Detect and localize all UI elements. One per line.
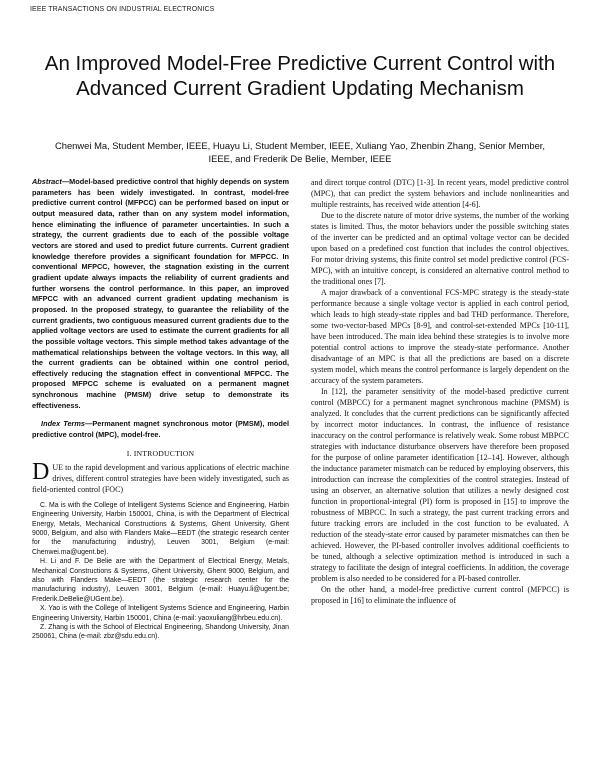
section-heading-introduction: I. INTRODUCTION xyxy=(126,448,195,458)
footnote: Z. Zhang is with the School of Electrical Engineering, Shandong University, Jinan 250061, China (e-mail: zbz@sdu.edu.cn). xyxy=(32,624,289,641)
footnote: X. Yao is with the College of Intelligent Systems Science and Engineering, Harbin Engineering University, Harbin 150001, China (e-mail: yaoxuliang@hrbeu.edu.cn). xyxy=(32,605,289,622)
index-terms xyxy=(32,419,289,440)
body-paragraph: On the other hand, a model-free predictive current control (MFPCC) is proposed in [16] to eliminate the influence of xyxy=(311,585,569,605)
body-paragraph: In [12], the parameter sensitivity of the model-based predictive current control (MBPCC) for a permanent magnet synchronous machine (PMSM) is analyzed. It concludes that the current predictions can be significantly affected by incorrect motor inductances. In contrast, the influence of resistance inaccuracy on the control performance is relatively weak. Some robust MBPCC strategies with inductance disturbance observers have therefore been proposed for the purpose of online parameter identification [12–14]. However, although the inductance parameter mismatch can be reduced by employing observers, this introduction can increase the complexities of the control strategies. Instead of using an observer, an alternative solution that utilizes a newly designed cost function in proportional-integral (PI) form is proposed in [15] to improve the robustness of MBPCC. In such a strategy, the past current tracking errors and future tracking errors are included in the cost function to be evaluated. A reduction of the steady-state error caused by parameter mismatches can then be achieved. However, the PI-based controller involves additional coefficients to be tuned, although a selective optimization method is introduced in such a strategy to facilitate the design of integral coefficients. In addition, the coverage problem is also needed to be considered for a PI-based controller. xyxy=(311,387,569,583)
left-column xyxy=(32,177,289,642)
paper-title: An Improved Model-Free Predictive Current Control with Advanced Current Gradient Updating Mechanism xyxy=(44,52,556,100)
abstract-text: —Model-based predictive control that highly depends on system parameters has been widely investigated. In contrast, model-free predictive current control (MFPCC) can be performed based on input or output measured data, rather than on any system model information, hence eliminating the influence of parameter uncertainties. In such a strategy, the current gradients due to each of the possible voltage vectors are stored and used to predict future currents. Current gradient knowledge therefore provides a significant foundation for MFPCC. In conventional MFPCC, however, the stagnation existing in the current gradient update always impacts the reliability of current gradients and further worsens the control performance. In this paper, an improved MFPCC with an advanced current gradient updating mechanism is proposed. In the proposed strategy, to guarantee the reliability of the current gradients, two contiguous measured current gradients due to the applied voltage vectors are used to estimate the current gradients for all the possible voltage vectors. This simple method takes advantage of the mathematical relationships between the voltage vectors. In this way, all the current gradients can be obtained within one control period, effectively reducing the stagnation effect in conventional MFPCC. The proposed MFPCC scheme is evaluated on a permanent magnet synchronous machine (PMSM) drive setup to demonstrate its effectiveness. xyxy=(32,177,289,410)
index-terms-text: —Permanent magnet synchronous motor (PMSM), model predictive control (MPC), model-free. xyxy=(32,419,289,440)
footnotes xyxy=(32,501,289,642)
abstract xyxy=(32,177,289,411)
abstract-lead: Abstract xyxy=(32,177,62,186)
footnote: C. Ma is with the College of Intelligent Systems Science and Engineering, Harbin Engineering University, Harbin 150001, China, is with the Department of Electrical Energy, Metals, Mechanical Constructions & Systems, Ghent University, Ghent 9000, Belgium, and also with Flanders Make—EEDT (the strategic research center for the manufacturing industry), Leuven 3001, Belgium (e-mail: Chenwei.ma@ugent.be). xyxy=(32,501,289,556)
body-paragraph: Due to the discrete nature of motor drive systems, the number of the working states is limited. Thus, the motor behaviors under the possible switching states of the inverter can be predicted and an optimal voltage vector can be decided upon based on a predefined cost function that includes the control objectives. For motor driving systems, this finite control set model predictive control (FCS-MPC), with an intuitive concept, is considered an alternative control method to the traditional ones [7]. xyxy=(311,211,569,286)
author-list: Chenwei Ma, Student Member, IEEE, Huayu Li, Student Member, IEEE, Xuliang Yao, Zhenbin Zhang, Senior Member, IEEE, and Frederik De Belie, Member, IEEE xyxy=(54,140,546,164)
running-head: IEEE TRANSACTIONS ON INDUSTRIAL ELECTRONICS xyxy=(30,6,215,13)
right-column xyxy=(311,177,569,606)
footnote: H. Li and F. De Belie are with the Department of Electrical Energy, Metals, Mechanical Constructions & Systems, Ghent University, Ghent 9000, Belgium, and also with Flanders Make—EEDT (the strategic research center for the manufacturing industry), Leuven 3001, Belgium (e-mail: Huayu.li@ugent.be; Frederik.DeBelie@UGent.be). xyxy=(32,558,289,603)
body-paragraph: and direct torque control (DTC) [1-3]. In recent years, model predictive control (MPC), that can predict the system behaviors and include nonlinearities and multiple restraints, has received wide attention [4-6]. xyxy=(311,178,569,209)
introduction-paragraph xyxy=(32,458,289,495)
body-paragraph: A major drawback of a conventional FCS-MPC strategy is the steady-state performance because a single voltage vector is applied in each control period, which leads to high steady-state ripples and bad THD performance. Therefore, some two-vector-based MPCs [8-9], and control-set-extended MPCs [10-11], have been introduced. The main idea behind these strategies is to involve more potential control actions to improve the steady-state performance. Another disadvantage of an MPC is that all the predictions are based on a discrete system model, which means the control performance is largely dependent on the accuracy of the system parameters. xyxy=(311,288,569,385)
introduction-text: UE to the rapid development and various applications of electric machine drives, different control strategies have been widely investigated, such as field-oriented control (FOC) xyxy=(32,462,289,494)
index-terms-lead: Index Terms xyxy=(41,419,86,429)
drop-cap: D xyxy=(32,458,50,485)
